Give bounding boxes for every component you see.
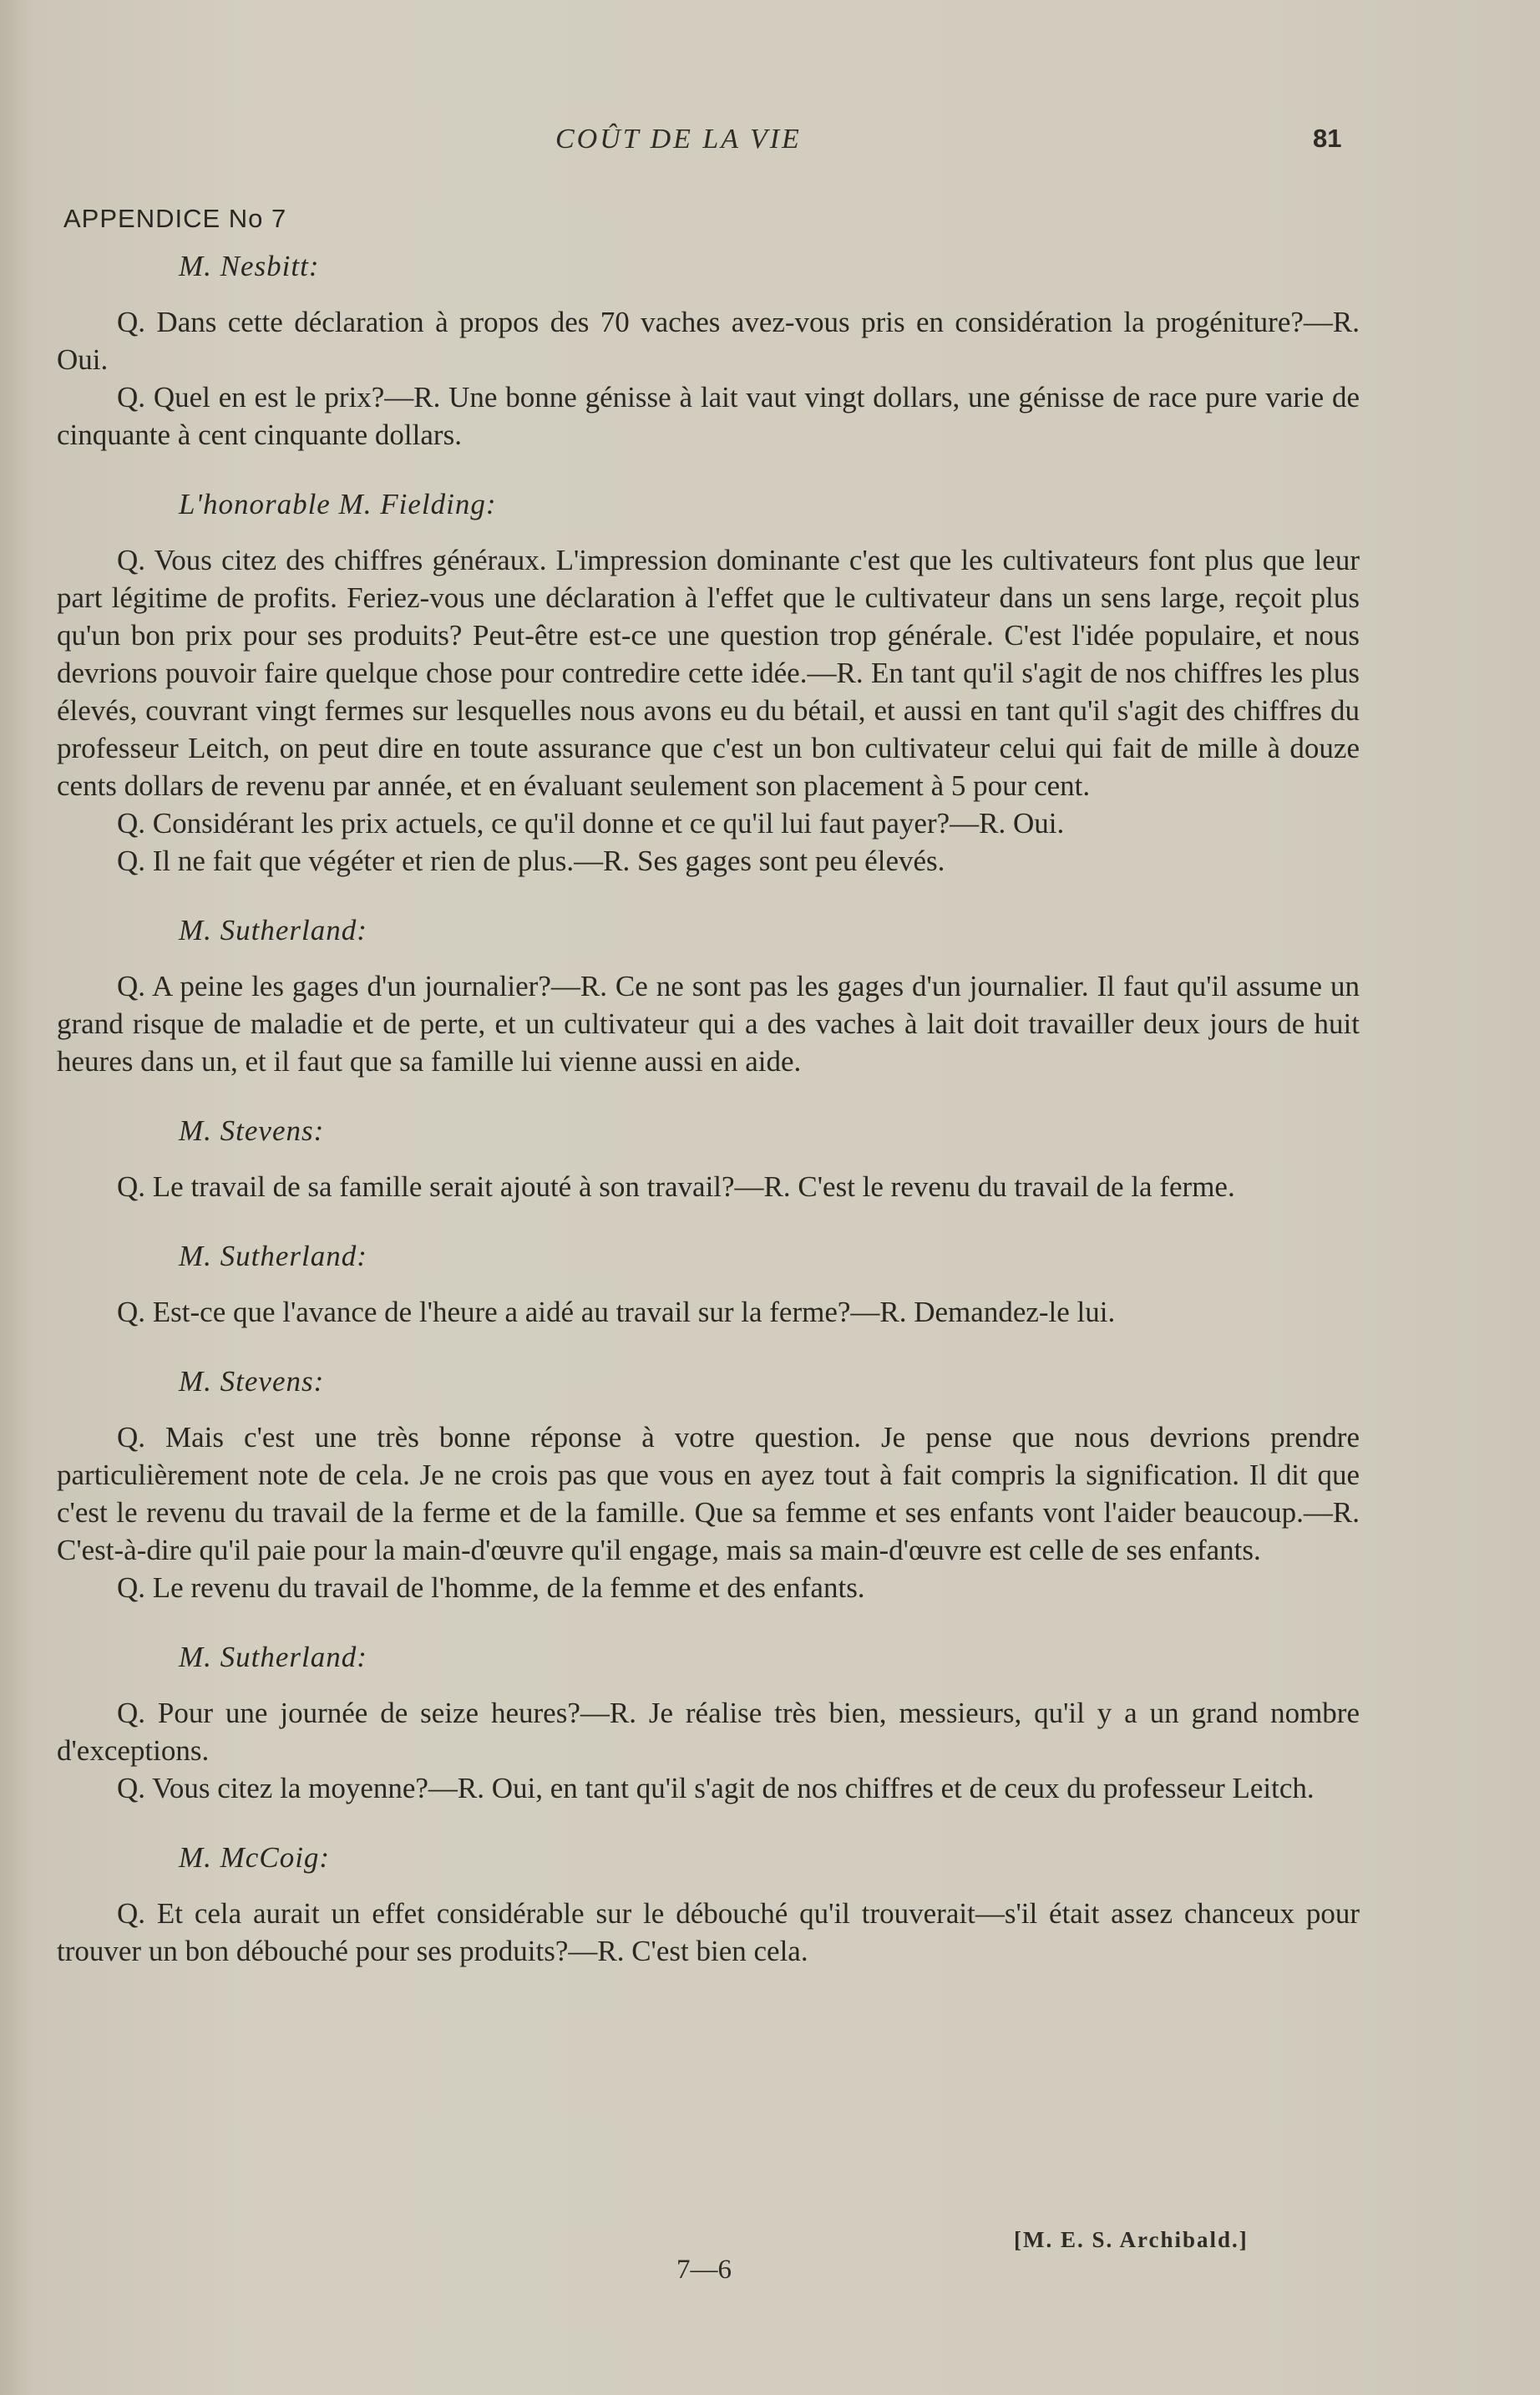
running-head: [0, 124, 1540, 160]
paragraph: Q. Considérant les prix actuels, ce qu'il donne et ce qu'il lui faut payer?—R. Oui.: [117, 807, 1065, 840]
speaker-label: M. Stevens:: [179, 1365, 325, 1398]
paragraph: Q. Pour une journée de seize heures?—R. Je réalise très bien, messieurs, qu'il y a un grand nombre d'exceptions.: [57, 1697, 1360, 1767]
paragraph: Q. Est-ce que l'avance de l'heure a aidé au travail sur la ferme?—R. Demandez-le lui.: [117, 1296, 1116, 1328]
paragraph: Q. Mais c'est une très bonne réponse à votre question. Je pense que nous devrions prendre particulièrement note de cela. Je ne crois pas que vous en ayez tout à fait compris la signification. Il dit que c'est le revenu du travail de la ferme et de la famille. Que sa femme et ses enfants vont l'aider beaucoup.—R. C'est-à-dire qu'il paie pour la main-d'œuvre qu'il engage, mais sa main-d'œuvre est celle de ses enfants.: [57, 1421, 1360, 1566]
speaker-label: M. Nesbitt:: [179, 250, 320, 282]
section-stevens-2: [57, 1362, 1360, 1606]
paragraph: Q. Le revenu du travail de l'homme, de la femme et des enfants.: [117, 1571, 865, 1604]
paragraph: Q. Il ne fait que végéter et rien de plus.—R. Ses gages sont peu élevés.: [117, 845, 945, 877]
speaker-label: M. Stevens:: [179, 1114, 325, 1147]
paragraph: Q. Le travail de sa famille serait ajouté à son travail?—R. C'est le revenu du travail de la ferme.: [117, 1170, 1235, 1203]
section-stevens-1: [57, 1112, 1360, 1205]
paragraph: Q. Vous citez des chiffres généraux. L'impression dominante c'est que les cultivateurs font plus que leur part légitime de profits. Feriez-vous une déclaration à l'effet que le cultivateur dans un sens large, reçoit plus qu'un bon prix pour ses produits? Peut-être est-ce une question trop générale. C'est l'idée populaire, et nous devrions pouvoir faire quelque chose pour contredire cette idée.—R. En tant qu'il s'agit de nos chiffres les plus élevés, couvrant vingt fermes sur lesquelles nous avons eu du bétail, et aussi en tant qu'il s'agit des chiffres du professeur Leitch, on peut dire en toute assurance que c'est un bon cultivateur celui qui fait de mille à douze cents dollars de revenu par année, et en évaluant seulement son placement à 5 pour cent.: [57, 544, 1360, 802]
section-fielding: [57, 485, 1360, 880]
running-title: COÛT DE LA VIE: [555, 124, 802, 155]
testimony-body: [57, 247, 1360, 2002]
paragraph: Q. Et cela aurait un effet considérable sur le débouché qu'il trouverait—s'il était assez chanceux pour trouver un bon débouché pour ses produits?—R. C'est bien cela.: [57, 1897, 1360, 1967]
speaker-label: M. McCoig:: [179, 1841, 331, 1874]
witness-signature: [M. E. S. Archibald.]: [1014, 2227, 1249, 2252]
page-number: 81: [1313, 124, 1342, 153]
paragraph: Q. Vous citez la moyenne?—R. Oui, en tant qu'il s'agit de nos chiffres et de ceux du professeur Leitch.: [117, 1772, 1315, 1804]
section-mccoig: [57, 1839, 1360, 1970]
speaker-label: L'honorable M. Fielding:: [179, 488, 497, 520]
paragraph: Q. Dans cette déclaration à propos des 70 vaches avez-vous pris en considération la progéniture?—R. Oui.: [57, 306, 1360, 376]
speaker-label: M. Sutherland:: [179, 914, 367, 946]
speaker-label: M. Sutherland:: [179, 1641, 367, 1673]
folio-mark: 7—6: [676, 2255, 732, 2285]
section-sutherland-2: [57, 1237, 1360, 1331]
section-sutherland-1: [57, 911, 1360, 1080]
section-nesbitt: [57, 247, 1360, 454]
paragraph: Q. Quel en est le prix?—R. Une bonne génisse à lait vaut vingt dollars, une génisse de race pure varie de cinquante à cent cinquante dollars.: [57, 381, 1360, 451]
section-sutherland-3: [57, 1638, 1360, 1807]
appendix-label: APPENDICE No 7: [63, 204, 287, 233]
speaker-label: M. Sutherland:: [179, 1240, 367, 1272]
paragraph: Q. A peine les gages d'un journalier?—R. Ce ne sont pas les gages d'un journalier. Il faut qu'il assume un grand risque de maladie et de perte, et un cultivateur qui a des vaches à lait doit travailler deux jours de huit heures dans un, et il faut que sa famille lui vienne aussi en aide.: [57, 970, 1360, 1078]
